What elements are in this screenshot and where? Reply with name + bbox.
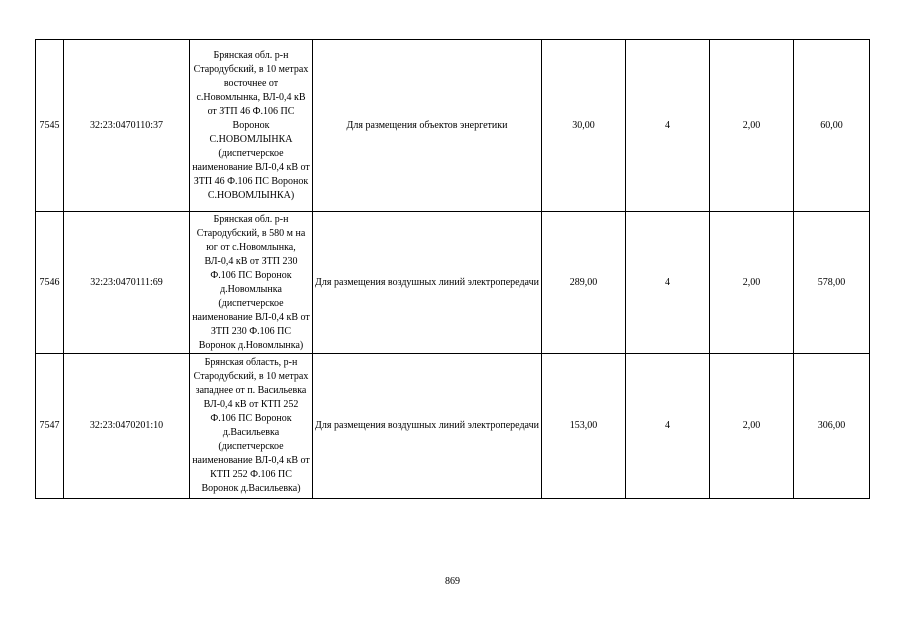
zone-cell: 4 bbox=[626, 212, 710, 354]
address-cell: Брянская обл. р-н Стародубский, в 580 м на юг от с.Новомлынка, ВЛ-0,4 кВ от ЗТП 230 Ф.106 ПС Воронок д.Новомлынка (диспетчерское наименование ВЛ-0,4 кВ от ЗТП 230 Ф.106 ПС Воронок д.Новомлынка) bbox=[190, 212, 313, 354]
row-index: 7545 bbox=[36, 40, 64, 212]
cadastral-number: 32:23:0470201:10 bbox=[64, 354, 190, 499]
cadastral-number: 32:23:0470111:69 bbox=[64, 212, 190, 354]
row-index: 7547 bbox=[36, 354, 64, 499]
area-cell: 289,00 bbox=[542, 212, 626, 354]
purpose-cell: Для размещения воздушных линий электропередачи bbox=[313, 212, 542, 354]
zone-cell: 4 bbox=[626, 354, 710, 499]
amount-cell: 306,00 bbox=[794, 354, 870, 499]
table-row bbox=[36, 212, 870, 354]
address-cell: Брянская обл. р-н Стародубский, в 10 метрах восточнее от с.Новомлынка, ВЛ-0,4 кВ от ЗТП 46 Ф.106 ПС Воронок С.НОВОМЛЫНКА (диспетчерское наименование ВЛ-0,4 кВ от ЗТП 46 Ф.106 ПС Воронок С.НОВОМЛЫНКА) bbox=[190, 40, 313, 212]
purpose-cell: Для размещения объектов энергетики bbox=[313, 40, 542, 212]
rate-cell: 2,00 bbox=[710, 212, 794, 354]
table-row bbox=[36, 354, 870, 499]
area-cell: 153,00 bbox=[542, 354, 626, 499]
zone-cell: 4 bbox=[626, 40, 710, 212]
amount-cell: 60,00 bbox=[794, 40, 870, 212]
land-registry-table bbox=[35, 39, 870, 499]
page-number: 869 bbox=[445, 576, 460, 587]
table-row bbox=[36, 40, 870, 212]
cadastral-number: 32:23:0470110:37 bbox=[64, 40, 190, 212]
address-cell: Брянская область, р-н Стародубский, в 10 метрах западнее от п. Васильевка ВЛ-0,4 кВ от КТП 252 Ф.106 ПС Воронок д.Васильевка (диспетчерское наименование ВЛ-0,4 кВ от КТП 252 Ф.106 ПС Воронок д.Васильевка) bbox=[190, 354, 313, 499]
row-index: 7546 bbox=[36, 212, 64, 354]
rate-cell: 2,00 bbox=[710, 354, 794, 499]
amount-cell: 578,00 bbox=[794, 212, 870, 354]
area-cell: 30,00 bbox=[542, 40, 626, 212]
purpose-cell: Для размещения воздушных линий электропередачи bbox=[313, 354, 542, 499]
rate-cell: 2,00 bbox=[710, 40, 794, 212]
